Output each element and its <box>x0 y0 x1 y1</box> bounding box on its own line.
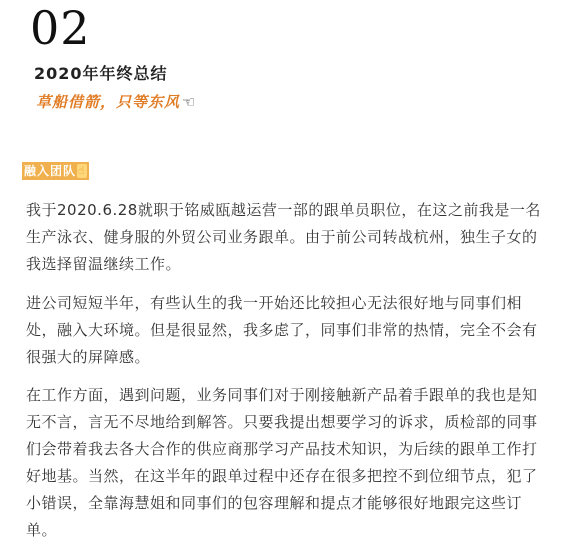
subtitle-text: 草船借箭，只等东风 <box>36 93 181 111</box>
paragraph-3: 在工作方面，遇到问题，业务同事们对于刚接触新产品着手跟单的我也是知无不言，言无不尽地给到解答。只要我提出想要学习的诉求，质检部的同事们会带着我去各大合作的供应商那学习产品技术知识，为后续的跟单工作打好地基。当然，在这半年的跟单过程中还存在很多把控不到位细节点，犯了小错误，全靠海慧姐和同事们的包容理解和提点才能够很好地跟完这些订单。 <box>26 386 538 539</box>
section-tag <box>22 162 89 180</box>
pointing-left-hand-icon: ☜ <box>182 93 197 111</box>
paragraph-2: 进公司短短半年，有些认生的我一开始还比较担心无法很好地与同事们相处，融入大环境。但是很显然，我多虑了，同事们非常的热情，完全不会有很强大的屏障感。 <box>26 294 538 366</box>
section-subtitle <box>36 91 196 113</box>
section-title: 2020年年终总结 <box>34 64 168 83</box>
raised-hand-icon: ☝ <box>78 164 86 177</box>
section-number: 02 <box>30 1 91 55</box>
tag-label: 融入团队 <box>24 164 77 178</box>
paragraph-1: 我于2020.6.28就职于铭威瓯越运营一部的跟单员职位，在这之前我是一名生产泳衣、健身服的外贸公司业务跟单。由于前公司转战杭州，独生子女的我选择留温继续工作。 <box>26 201 541 273</box>
